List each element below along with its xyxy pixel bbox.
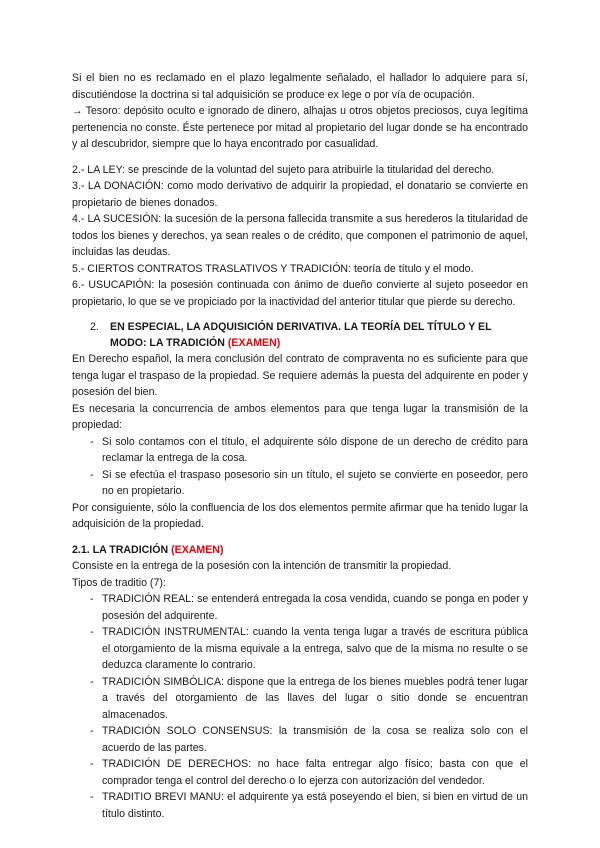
section-2-1-definition: Consiste en la entrega de la posesión con la intención de transmitir la propiedad. [72,560,452,572]
section-2-paragraph: En Derecho español, la mera conclusión del contrato de compraventa no es suficiente para que tenga lugar el traspaso de la propiedad. Se requiere además la puesta del adquirente en poder y posesión del bien. [72,353,528,398]
traditio-types-list [72,591,528,822]
list-item-text: TRADITIO BREVI MANU: el adquirente ya está poseyendo el bien, si bien en virtud de un título distinto. [102,791,528,820]
spacer [72,153,528,162]
spacer [72,533,528,542]
list-item [72,756,528,789]
section-2-heading [90,319,528,351]
section-2-number: 2. [90,321,99,333]
mode-item-contratos: 5.- CIERTOS CONTRATOS TRASLATIVOS Y TRADICIÓN: teoría de título y el modo. [72,262,474,275]
list-item [72,624,528,674]
dash-bullet: - [90,725,94,737]
list-item-text: Si se efectúa el traspaso posesorio sin un título, el sujeto se convierte en poseedor, pero no en propietario. [102,468,528,497]
list-item [72,674,528,724]
intro-paragraph-tesoro: → Tesoro: depósito oculto e ignorado de dinero, alhajas u otros objetos preciosos, cuya legítima pertenencia no conste. Éste pertenece por mitad al propietario del lugar donde se ha encontrado y al descubridor, siempre que lo haya encontrado por casualidad. [72,105,528,150]
list-item-text: TRADICIÓN REAL: se entenderá entregada la cosa vendida, cuando se ponga en poder y posesión del adquirente. [102,593,528,622]
dash-bullet: - [90,791,94,803]
list-item-text: TRADICIÓN DE DERECHOS: no hace falta entregar algo físico; basta con que el comprador tenga el control del derecho o lo ejerza con autorización del vendedor. [102,758,528,787]
spacer [72,310,528,319]
dash-bullet: - [90,593,94,605]
dash-bullet: - [90,758,94,770]
mode-item-donacion: 3.- LA DONACIÓN: como modo derivativo de adquirir la propiedad, el donatario se convierte en propietario de bienes donados. [72,180,528,209]
list-item-text: TRADICIÓN INSTRUMENTAL: cuando la venta tenga lugar a través de escritura pública el otorgamiento de la misma equivale a la entrega, salvo que de la misma no resulte o se deduzca claramente lo contrario. [102,626,528,671]
dash-bullet: - [90,468,94,481]
section-2-bullet-list [72,434,528,500]
dash-bullet: - [90,626,94,638]
dash-bullet: - [90,435,94,448]
section-2-paragraph: Es necesaria la concurrencia de ambos elementos para que tenga lugar la transmisión de la propiedad: [72,402,528,431]
list-item [72,789,528,822]
exam-tag: (EXAMEN) [227,337,281,349]
list-item [72,723,528,756]
list-item [72,591,528,624]
dash-bullet: - [90,675,94,688]
acquisition-modes-list [72,162,528,311]
list-item [72,434,528,467]
section-2-title: EN ESPECIAL, LA ADQUISICIÓN DERIVATIVA. LA TEORÍA DEL TÍTULO Y EL MODO: LA TRADICIÓN [110,321,492,349]
list-item [72,467,528,500]
list-item-text: TRADICIÓN SOLO CONSENSUS: la transmisión de la cosa se realiza solo con el acuerdo de las partes. [102,725,528,754]
exam-tag: (EXAMEN) [171,543,224,556]
list-item-text: TRADICIÓN SIMBÓLICA: dispone que la entrega de los bienes muebles podrá tener lugar a través del otorgamiento de las llaves del lugar o sitio donde se encuentran almacenados. [102,675,528,721]
section-2-conclusion: Por consiguiente, sólo la confluencia de los dos elementos permite afirmar que ha tenido lugar la adquisición de la propiedad. [72,501,528,530]
section-2-1-title: 2.1. LA TRADICIÓN [72,543,169,556]
mode-item-usucapion: 6.- USUCAPIÓN: la posesión continuada con ánimo de dueño convierte al sujeto poseedor en propietario, lo que se ve propiciado por la inactividad del anterior titular que pierde su derecho. [72,279,528,308]
mode-item-ley: 2.- LA LEY: se prescinde de la voluntad del sujeto para atribuirle la titularidad del derecho. [72,163,495,176]
section-2-1-types-intro: Tipos de traditio (7): [72,576,166,589]
mode-item-sucesion: 4.- LA SUCESIÓN: la sucesión de la persona fallecida transmite a sus herederos la titularidad de todos los bienes y derechos, ya sean reales o de crédito, que componen el patrimonio de aquel, incluidas las deudas. [72,213,528,258]
section-2-1-heading [72,542,528,559]
document-body [72,70,528,822]
intro-paragraph-hallazgo: Si el bien no es reclamado en el plazo legalmente señalado, el hallador lo adquiere para sí, discutiéndose la doctrina si tal adquisición se produce ex lege o por vía de ocupación. [72,72,528,101]
list-item-text: Si solo contamos con el título, el adquirente sólo dispone de un derecho de crédito para reclamar la entrega de la cosa. [102,435,528,464]
